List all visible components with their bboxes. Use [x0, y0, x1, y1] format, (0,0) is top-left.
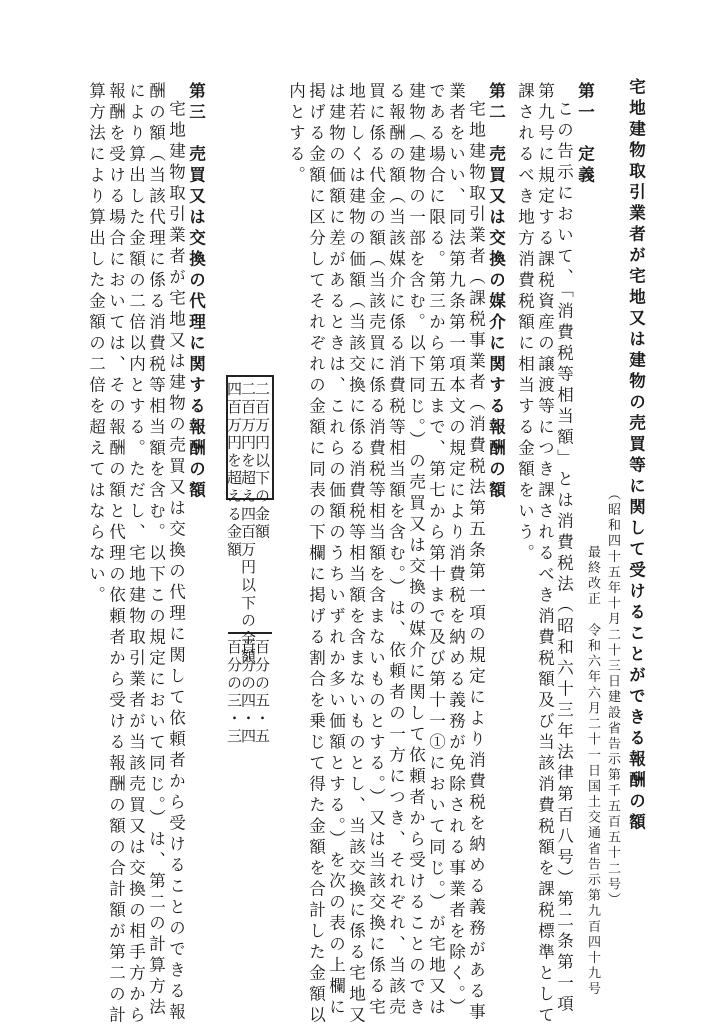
rate-table-rate: 百分の五・五 — [253, 639, 271, 746]
section-3-line: 宅地建物取引業者が宅地又は建物の売買又は交換の代理に関して依頼者から受けることのできる報 — [166, 100, 186, 1024]
section-2-line: 買に係る代金の額（当該売買に係る消費税等相当額を含まないものとする。）又は当該交換に係る宅 — [366, 82, 386, 1019]
section-3-line: により算出した金額の二倍以内とする。ただし、宅地建物取引業者が当該売買又は交換の相手方から — [126, 82, 146, 1027]
section-2-line: 業者をいい、同法第九条第一項本文の規定により消費税を納める義務が免除される事業者を除く。） — [446, 82, 466, 1019]
section-2-line: る報酬の額（当該媒介に係る消費税等相当額を含む。）は、依頼者の一方につき、それぞれ、当該売 — [386, 82, 406, 1019]
section-2-line: である場合に限る。第三から第五まで、第七から第十まで及び第十一①において同じ。）が宅地又は — [426, 82, 446, 1019]
rate-table-bracket: 四百万円を超える金額 — [225, 381, 243, 559]
section-3-line: 報酬を受ける場合においては、その報酬の額と代理の依頼者から受ける報酬の額の合計額が第二の計 — [106, 82, 126, 1027]
source-note: （昭和四十五年十月二十三日建設省告示第千五百五十二号） — [605, 487, 620, 909]
rate-table-rate: 百分の三・三 — [225, 639, 243, 746]
section-1-line: この告示において、「消費税等相当額」とは消費税法（昭和六十三年法律第百八号）第二条第一項 — [554, 100, 574, 1016]
amendment-note: 最終改正 令和六年六月二十一日国土交通省告示第九百四十九号 — [585, 545, 600, 998]
section-2-line: 掲げる金額に区分してそれぞれの金額に同表の下欄に掲げる割合を乗じて得た金額を合計した金額以 — [306, 82, 326, 1027]
rate-table-bracket: 二百万円以下の金額 — [253, 381, 271, 542]
rate-table-bracket: 二百万円を超え四百万円以下の金額 — [239, 381, 257, 666]
section-2-line: 地若しくは建物の価額（当該交換に係る消費税等相当額を含まないものとし、当該交換に係る宅地又 — [346, 82, 366, 1027]
rate-table-divider — [228, 632, 272, 634]
document-title: 宅地建物取引業者が宅地又は建物の売買等に関して受けることができる報酬の額 — [626, 78, 646, 834]
section-2-heading: 第二 売買又は交換の媒介に関する報酬の額 — [486, 82, 506, 502]
section-2-line: 内とする。 — [286, 82, 306, 187]
section-2-line: 建物（建物の一部を含む。以下同じ。）の売買又は交換の媒介に関して依頼者から受けることのでき — [406, 82, 426, 1019]
section-2-line: 宅地建物取引業者（課税事業者（消費税法第五条第一項の規定により消費税を納める義務がある事 — [466, 100, 486, 1024]
section-3-heading: 第三 売買又は交換の代理に関する報酬の額 — [186, 82, 206, 502]
section-2-line: は建物の価額に差があるときは、これらの価額のうちいずれか多い価額とする。）を次の表の上欄に — [326, 82, 346, 1019]
section-1-line: 第九号に規定する課税資産の譲渡等につき課されるべき消費税額及び当該消費税額を課税標準として — [535, 82, 555, 1027]
section-1-line: 課されるべき地方消費税額に相当する金額をいう。 — [515, 82, 535, 565]
section-3-line: 酬の額（当該代理に係る消費税等相当額を含む。以下この規定において同じ。）は、第二の計算方法 — [146, 82, 166, 1019]
section-3-line: 算方法により算出した金額の二倍を超えてはならない。 — [86, 82, 106, 607]
section-1-heading: 第一 定義 — [575, 82, 595, 187]
rate-table — [225, 375, 274, 746]
rate-table-rate: 百分の四・四 — [239, 639, 257, 746]
